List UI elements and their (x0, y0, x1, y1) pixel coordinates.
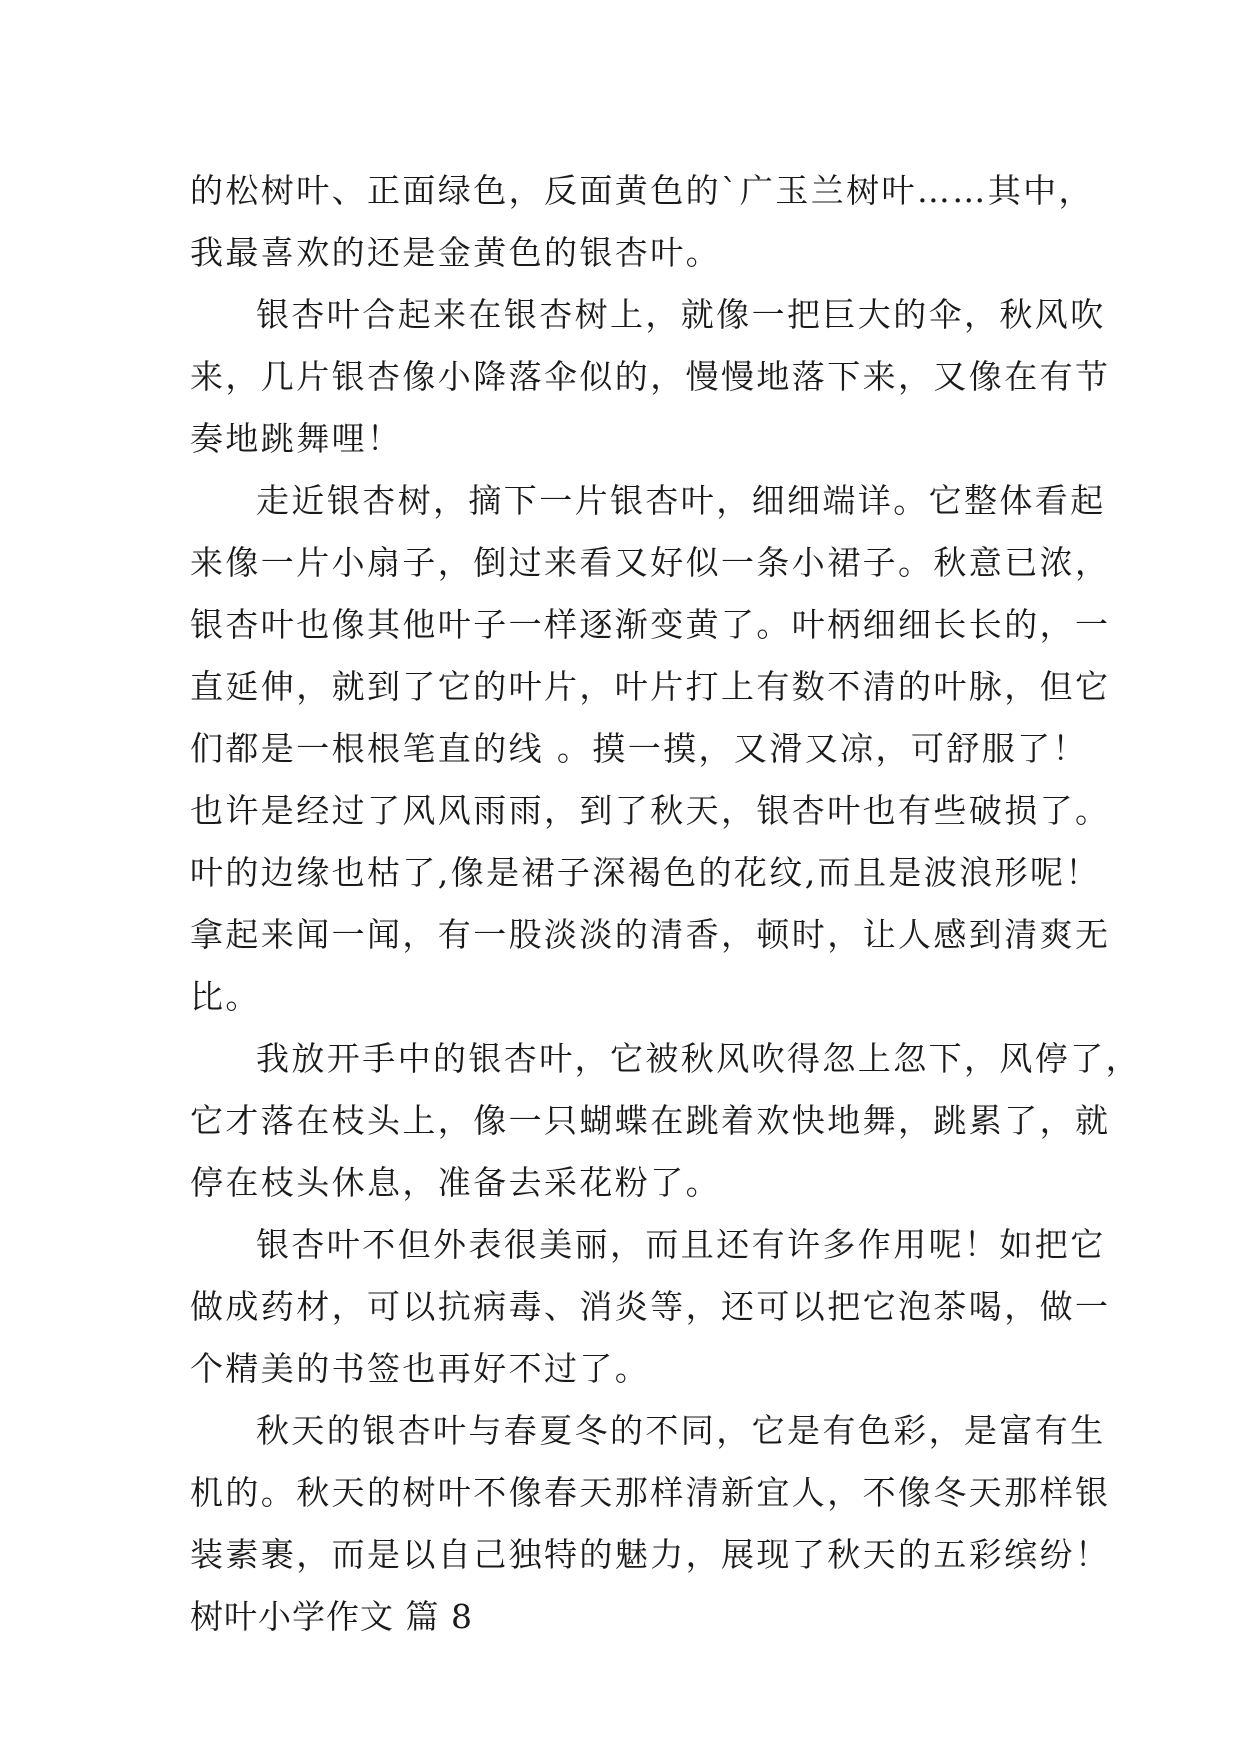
paragraph-first-line: 银杏叶合起来在银杏树上，就像一把巨大的伞，秋风吹 (256, 295, 1106, 334)
paragraph-first-line: 走近银杏树，摘下一片银杏叶，细细端详。它整体看起 (256, 481, 1106, 520)
text-line: 来，几片银杏像小降落伞似的，慢慢地落下来，又像在有节 (190, 357, 1111, 396)
text-line: 停在枝头休息，准备去采花粉了。 (190, 1163, 721, 1202)
text-line: 也许是经过了风风雨雨，到了秋天，银杏叶也有些破损了。 (190, 791, 1111, 830)
section-heading: 树叶小学作文 篇 8 (190, 1597, 473, 1636)
text-line: 拿起来闻一闻，有一股淡淡的清香，顿时，让人感到清爽无 (190, 915, 1111, 954)
text-line: 奏地跳舞哩！ (190, 419, 403, 458)
text-line: 比。 (190, 977, 261, 1016)
text-line: 做成药材，可以抗病毒、消炎等，还可以把它泡茶喝，做一 (190, 1287, 1111, 1326)
text-line: 装素裹，而是以自己独特的魅力，展现了秋天的五彩缤纷！ (190, 1535, 1111, 1574)
text-line: 的松树叶、正面绿色，反面黄色的`广玉兰树叶……其中， (190, 171, 1094, 210)
essay-text (190, 160, 1141, 1648)
paragraph-first-line: 秋天的银杏叶与春夏冬的不同，它是有色彩，是富有生 (256, 1411, 1106, 1450)
text-line: 直延伸，就到了它的叶片，叶片打上有数不清的叶脉，但它 (190, 667, 1111, 706)
text-line: 们都是一根根笔直的线 。摸一摸，又滑又凉，可舒服了！ (190, 729, 1088, 768)
text-line: 它才落在枝头上，像一只蝴蝶在跳着欢快地舞，跳累了，就 (190, 1101, 1111, 1140)
text-line: 我最喜欢的还是金黄色的银杏叶。 (190, 233, 721, 272)
text-line: 个精美的书签也再好不过了。 (190, 1349, 651, 1388)
text-line: 银杏叶也像其他叶子一样逐渐变黄了。叶柄细细长长的，一 (190, 605, 1111, 644)
paragraph-first-line: 我放开手中的银杏叶，它被秋风吹得忽上忽下，风停了， (256, 1039, 1141, 1078)
text-line: 机的。秋天的树叶不像春天那样清新宜人，不像冬天那样银 (190, 1473, 1111, 1512)
text-line: 来像一片小扇子，倒过来看又好似一条小裙子。秋意已浓， (190, 543, 1111, 582)
paragraph-first-line: 银杏叶不但外表很美丽，而且还有许多作用呢！如把它 (256, 1225, 1106, 1264)
text-line: 叶的边缘也枯了,像是裙子深褐色的花纹,而且是波浪形呢！ (190, 853, 1101, 892)
